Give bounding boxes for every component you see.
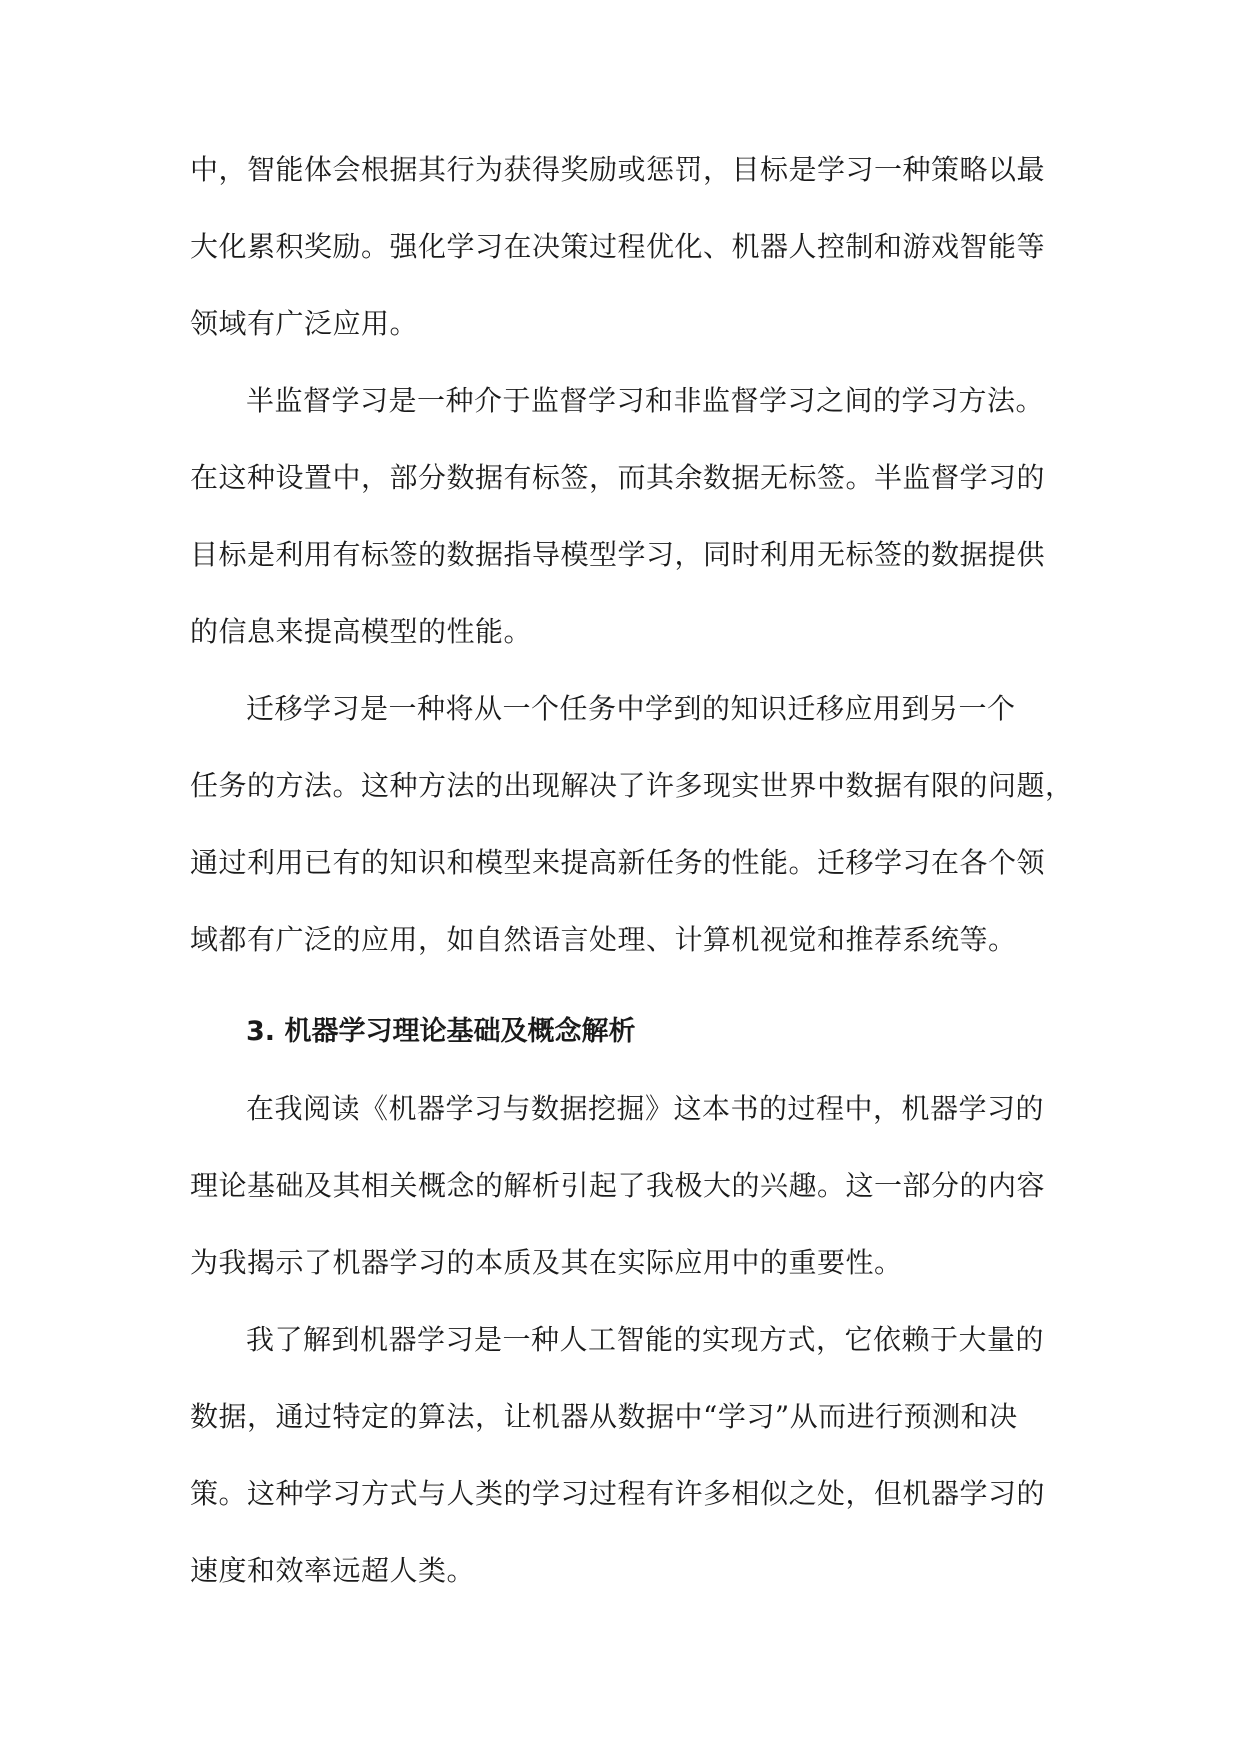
para2-line-4: 的信息来提高模型的性能。 [190, 615, 533, 648]
para4-line-1: 在我阅读《机器学习与数据挖掘》这本书的过程中，机器学习的 [246, 1092, 1045, 1125]
para4-line-2: 理论基础及其相关概念的解析引起了我极大的兴趣。这一部分的内容 [190, 1169, 1046, 1202]
para2-line-2: 在这种设置中，部分数据有标签，而其余数据无标签。半监督学习的 [190, 461, 1046, 494]
para4-line-3: 为我揭示了机器学习的本质及其在实际应用中的重要性。 [190, 1246, 903, 1279]
para3-line-3: 通过利用已有的知识和模型来提高新任务的性能。迁移学习在各个领 [190, 846, 1046, 879]
para2-line-1: 半监督学习是一种介于监督学习和非监督学习之间的学习方法。 [246, 384, 1045, 417]
para5-line-2: 数据，通过特定的算法，让机器从数据中“学习”从而进行预测和决 [190, 1400, 1018, 1433]
para5-line-3: 策。这种学习方式与人类的学习过程有许多相似之处，但机器学习的 [190, 1477, 1046, 1510]
para3-line-4: 域都有广泛的应用，如自然语言处理、计算机视觉和推荐系统等。 [190, 923, 1017, 956]
para3-line-1: 迁移学习是一种将从一个任务中学到的知识迁移应用到另一个 [246, 692, 1016, 725]
para5-line-1: 我了解到机器学习是一种人工智能的实现方式，它依赖于大量的 [246, 1323, 1045, 1356]
para1-line-3: 领域有广泛应用。 [190, 307, 419, 340]
para1-line-1: 中，智能体会根据其行为获得奖励或惩罚，目标是学习一种策略以最 [190, 153, 1046, 186]
para1-line-2: 大化累积奖励。强化学习在决策过程优化、机器人控制和游戏智能等 [190, 230, 1046, 263]
section-heading: 3. 机器学习理论基础及概念解析 [246, 1016, 636, 1047]
para3-line-2: 任务的方法。这种方法的出现解决了许多现实世界中数据有限的问题， [190, 769, 1074, 802]
para5-line-4: 速度和效率远超人类。 [190, 1554, 476, 1587]
para2-line-3: 目标是利用有标签的数据指导模型学习，同时利用无标签的数据提供 [190, 538, 1046, 571]
